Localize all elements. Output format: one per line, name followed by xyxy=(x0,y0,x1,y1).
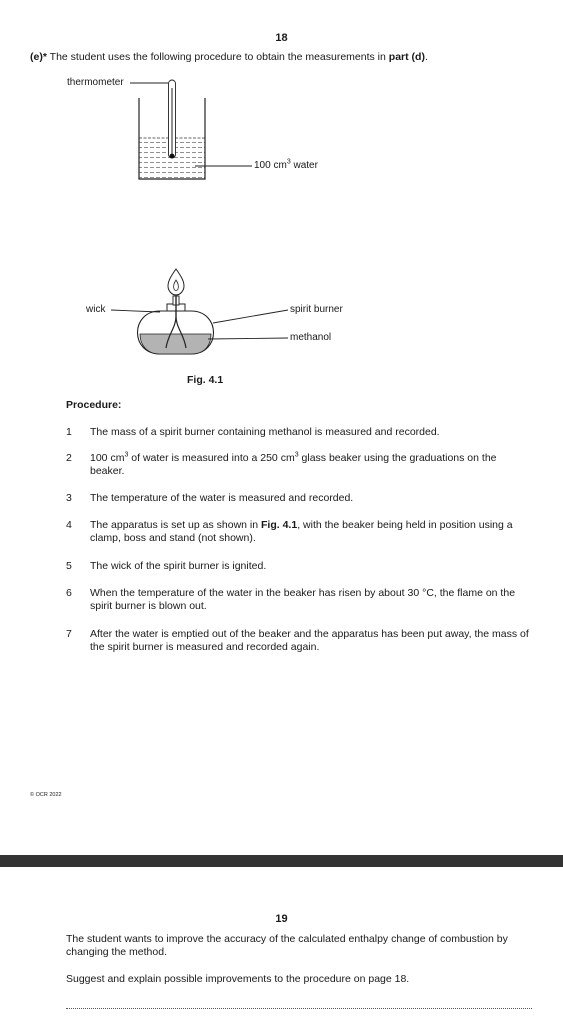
procedure-heading: Procedure: xyxy=(66,399,122,411)
wick-leader xyxy=(111,310,160,312)
question-intro xyxy=(30,51,540,63)
instruction: Suggest and explain possible improvements to the procedure on page 18. xyxy=(66,973,410,985)
answer-line[interactable] xyxy=(66,1008,532,1009)
beaker-diagram xyxy=(60,70,360,190)
copyright: © OCR 2022 xyxy=(30,792,62,798)
intro-text: The student uses the following procedure to obtain the measurements in part (d). xyxy=(49,51,428,63)
thermometer-label: thermometer xyxy=(67,77,124,88)
spirit-burner-leader xyxy=(213,310,288,323)
water-label: 100 $cm^3$ water xyxy=(254,158,318,171)
page-number: 18 xyxy=(275,32,288,44)
figure-caption: Fig. 4.1 xyxy=(187,374,224,386)
question-label: (e)* xyxy=(30,51,47,63)
page-divider xyxy=(0,855,563,867)
paragraph: The student wants to improve the accuracy of the calculated enthalpy change of combustion by changing the method. xyxy=(66,933,508,958)
methanol-leader xyxy=(208,338,288,339)
wick-label: wick xyxy=(86,304,106,315)
spirit-burner-label: spirit burner xyxy=(290,304,343,315)
methanol-label: methanol xyxy=(290,332,332,343)
methanol-fill xyxy=(140,334,211,354)
spirit-burner xyxy=(138,296,214,354)
thermometer xyxy=(169,80,176,158)
page-number-2: 19 xyxy=(275,913,288,925)
